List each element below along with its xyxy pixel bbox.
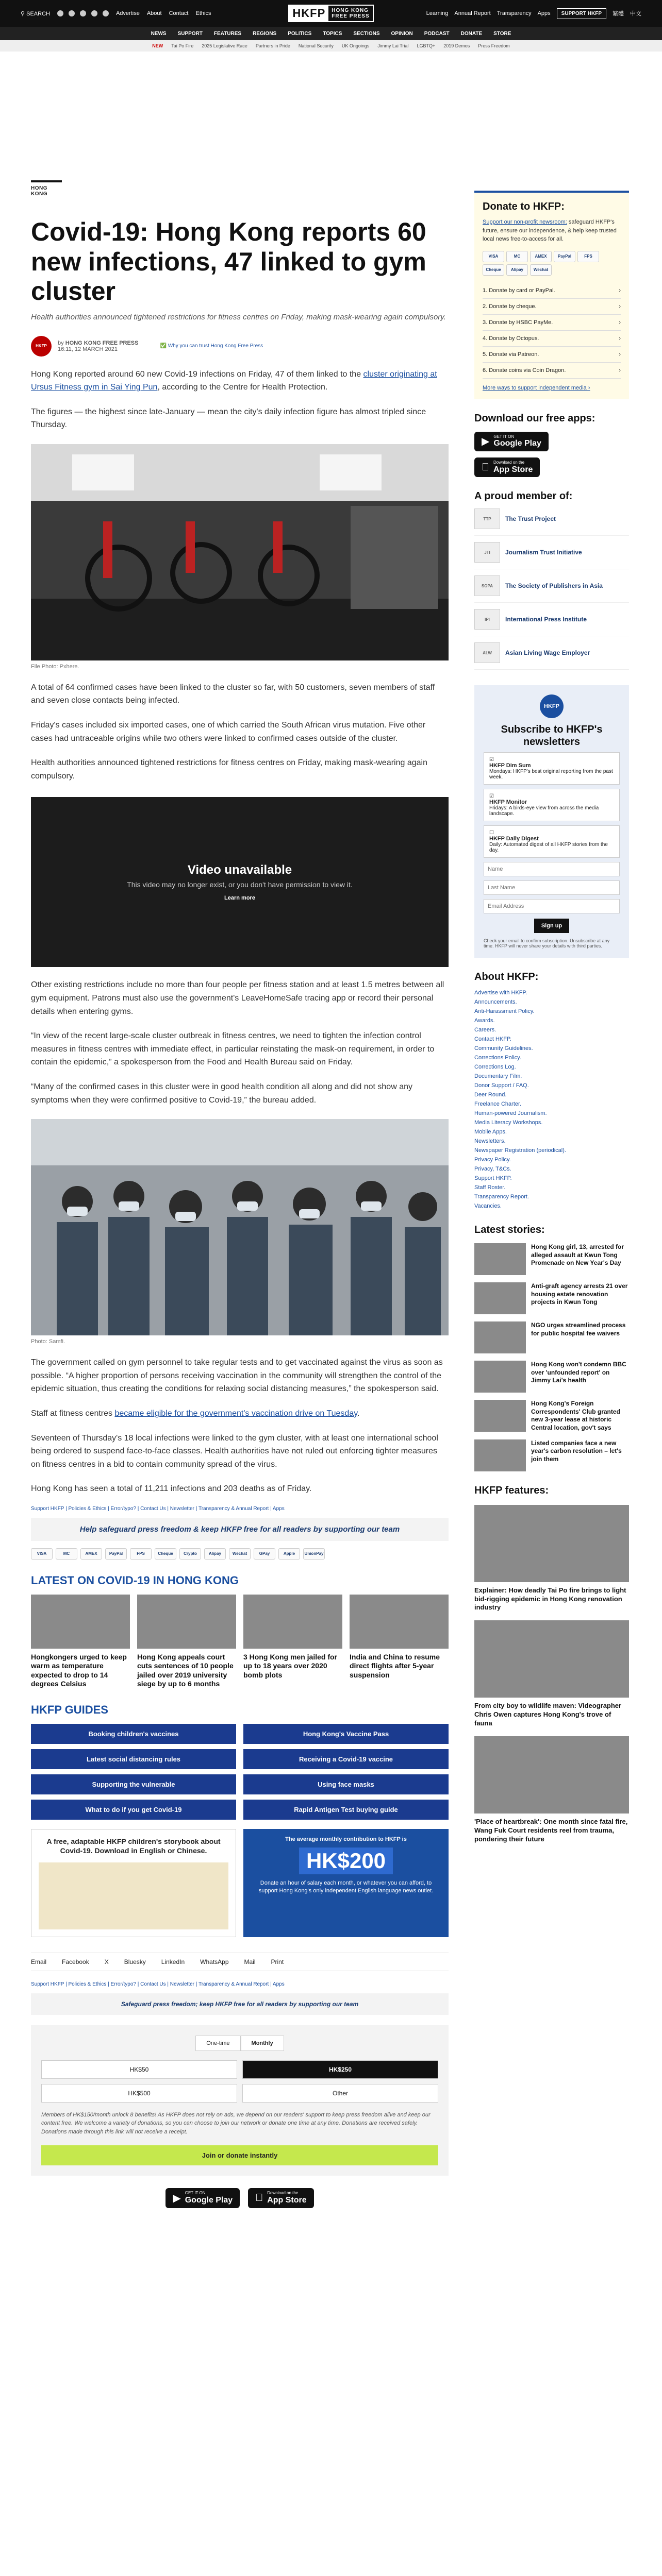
list-item[interactable] (474, 1321, 629, 1353)
story-title: Listed companies face a new year's carbon resolution – let's join them (531, 1439, 622, 1463)
donate-box: Donate to HKFP: Support our non-profit newsroom: safeguard HKFP's future, ensure our independence, & help keep trusted local news free-to-access for all. VISA MC AMEX PayPal FPS Cheque Alipay Wechat 1. Donate by card or PayPal. › 2. Donate by cheque. › 3. Donate by HSBC PayMe. › 4. Donate by Octopus. › 5. Donate via Patreon. › 6. Donate coins via Coin Dragon. › More ways to support independent media › (474, 191, 629, 399)
about-link[interactable]: Documentary Film. (474, 1073, 522, 1080)
photo-caption: Photo: Samfi. (31, 1338, 65, 1345)
video-message: This video may no longer exist, or you don't have permission to view it. (127, 880, 353, 889)
wechat-icon: Wechat (229, 1548, 251, 1560)
rss-icon[interactable] (103, 10, 109, 16)
footer-links[interactable]: Support HKFP | Policies & Ethics | Error/typo? | Contact Us | Newsletter | Transparency & Annual Report | Apps (31, 1981, 285, 1987)
share-whatsapp[interactable]: WhatsApp (200, 1958, 229, 1965)
top-link-advertise[interactable]: Advertise (115, 10, 140, 16)
mastercard-icon: MC (56, 1548, 77, 1560)
last-name-field[interactable] (484, 880, 620, 895)
nav-donate[interactable]: DONATE (460, 30, 483, 37)
thumbnail (31, 1595, 130, 1649)
amount-option[interactable]: Other (242, 2084, 438, 2103)
cluster-link[interactable]: cluster originating at Ursus Fitness gym in Sai Ying Pun (31, 369, 437, 392)
about-link[interactable]: Media Literacy Workshops. (474, 1120, 543, 1126)
visa-icon: VISA (483, 251, 504, 262)
about-link[interactable]: Staff Roster. (474, 1184, 506, 1191)
unionpay-icon: UnionPay (303, 1548, 325, 1560)
tag-link[interactable]: Partners in Pride (255, 43, 290, 48)
amount-option[interactable]: HK$50 (41, 2060, 237, 2079)
about-link[interactable]: Mobile Apps. (474, 1129, 507, 1136)
tag-link[interactable]: Jimmy Lai Trial (377, 43, 409, 48)
article-dek: Health authorities announced tightened restrictions for fitness centres on Friday, making mask-wearing again compulsory. (31, 312, 446, 321)
paragraph: Staff at fitness centres became eligible for the government's vaccination drive on Tuesday. (31, 1409, 360, 1418)
donate-title: Donate to HKFP: (483, 201, 565, 212)
crowd-photo (31, 1119, 449, 1335)
top-link-learning[interactable]: Learning (426, 10, 449, 16)
story-title: Anti-graft agency arrests 21 over housing estate renovation projects in Kwun Tong (531, 1282, 628, 1306)
app-store-button[interactable]: Download on the App Store (474, 457, 540, 477)
donate-option[interactable]: 4. Donate by Octopus. › (483, 331, 621, 347)
member-item[interactable]: SOPA The Society of Publishers in Asia (474, 569, 629, 603)
video-embed[interactable] (31, 797, 449, 967)
lang-switch-traditional[interactable]: 繁體 (613, 11, 624, 17)
guide-button[interactable]: Receiving a Covid-19 vaccine (243, 1749, 449, 1769)
about-link[interactable]: Support HKFP. (474, 1175, 512, 1182)
newsletter-option[interactable]: ☑ HKFP Monitor Fridays: A birds-eye view from across the media landscape. (484, 789, 620, 821)
donate-option[interactable]: 2. Donate by cheque. › (483, 299, 621, 315)
thumbnail (350, 1595, 449, 1649)
mastercard-icon: MC (506, 251, 528, 262)
support-callout[interactable]: Help safeguard press freedom & keep HKFP free for all readers by supporting our team (31, 1518, 449, 1541)
member-of: A proud member of: TTP The Trust Project JTI Journalism Trust Initiative SOPA The Society of Publishers in Asia IPI International Press Institute ALW Asian Living Wage Employer (474, 490, 629, 670)
newsletter-box (474, 685, 629, 958)
paragraph: The figures — the highest since late-January — mean the city's daily infection figure has almost tripled since Thursday. (31, 407, 426, 430)
story-title: Hong Kong won't condemn BBC over 'unfounded report' on Jimmy Lai's health (531, 1361, 626, 1384)
share-mail[interactable]: Mail (244, 1958, 256, 1965)
hkfp-features: HKFP features: Explainer: How deadly Tai Po fire brings to light bid-rigging epidemic in Hong Kong renovation industry From city boy to wildlife maven: Videographer Chris Owen captures Hong Kong's trove of fauna 'Place of heartbreak': One month since fatal fire, Wang Fuk Court residents reel from trauma, pondering their future (474, 1485, 629, 1844)
share-linkedin[interactable]: LinkedIn (161, 1958, 185, 1965)
feature-title: Explainer: How deadly Tai Po fire brings to light bid-rigging epidemic in Hong Kong renovation industry (474, 1586, 626, 1612)
trending-tags (0, 40, 662, 52)
list-item[interactable] (474, 1400, 629, 1432)
about-link[interactable]: Newspaper Registration (periodical). (474, 1147, 566, 1154)
gym-photo (31, 444, 449, 660)
thumbnail (474, 1439, 526, 1471)
article-footer-links[interactable]: Support HKFP | Policies & Ethics | Error/typo? | Contact Us | Newsletter | Transparency & Annual Report | Apps (31, 1505, 285, 1512)
nav-topics[interactable]: TOPICS (323, 30, 342, 37)
top-link-annual-report[interactable]: Annual Report (454, 10, 491, 16)
donate-note: Members of HK$150/month unlock 8 benefits! As HKFP does not rely on ads, we depend on our readers' support to keep press freedom alive and keep our content free. We welcome a variety of donations, so you can choose to join our network or donate one time at any time. Donations are received safely. Donations made through this link will not receive a receipt. (41, 2111, 431, 2135)
nav-support[interactable]: SUPPORT (177, 30, 203, 37)
member-item[interactable]: JTI Journalism Trust Initiative (474, 536, 629, 569)
feature-title: From city boy to wildlife maven: Videographer Chris Owen captures Hong Kong's trove of fauna (474, 1702, 622, 1727)
thumbnail (474, 1736, 629, 1814)
paragraph: Hong Kong has seen a total of 11,211 infections and 203 deaths as of Friday. (31, 1484, 312, 1494)
fps-icon: FPS (130, 1548, 152, 1560)
contribution-promo[interactable]: The average monthly contribution to HKFP is HK$200 Donate an hour of salary each month, or whatever you can afford, to support Hong Kong's only independent English language news outlet. (243, 1829, 449, 1937)
about-link[interactable]: Awards. (474, 1018, 495, 1024)
instagram-icon[interactable] (80, 10, 86, 16)
newsletter-option[interactable]: ☑ HKFP Dim Sum Mondays: HKFP's best original reporting from the past week. (484, 752, 620, 785)
paragraph: Friday's cases included six imported cases, one of which carried the South African virus mutation. Five other cases had untraceable origins while two others were linked to confirmed cases outside of the cluster. (31, 721, 426, 743)
gpay-icon: GPay (254, 1548, 275, 1560)
donate-link[interactable]: Support our non-profit newsroom: (483, 219, 567, 225)
tag-link[interactable]: LGBTQ+ (417, 43, 436, 48)
join-button[interactable]: Join or donate instantly (41, 2145, 438, 2165)
newsletter-badge: HKFP (540, 694, 564, 718)
list-item[interactable] (474, 1505, 629, 1613)
about-hkfp: About HKFP: Advertise with HKFP. Announcements. Anti-Harassment Policy. Awards. Careers. Contact HKFP. Community Guidelines. Corrections Policy. Corrections Log. Documentary Film. Donor Support / FAQ. Deer Round. Freelance Charter. Human-powered Journalism. Media Literacy Workshops. Mobile Apps. Newsletters. Newspaper Registration (periodical). Privacy Policy. Privacy, T&Cs. Support HKFP. Staff Roster. Transparency Report. Vacancies. (474, 971, 629, 1211)
guide-button[interactable]: Hong Kong's Vaccine Pass (243, 1724, 449, 1744)
tab-monthly[interactable]: Monthly (241, 2036, 284, 2051)
about-link[interactable]: Deer Round. (474, 1092, 507, 1098)
amex-icon: AMEX (530, 251, 552, 262)
tag-link[interactable]: Tai Po Fire (171, 43, 194, 48)
member-item[interactable]: IPI International Press Institute (474, 603, 629, 636)
sidebar-apps: Download our free apps: ▶ GET IT ON Google Play Download on the App Store (474, 413, 629, 478)
app-store-button[interactable]: Download on the App Store (248, 2188, 313, 2208)
promo-row (31, 1829, 449, 1937)
member-item[interactable]: TTP The Trust Project (474, 502, 629, 536)
list-item[interactable]: Hongkongers urged to keep warm as temperature expected to drop to 14 degrees Celsius (31, 1595, 130, 1689)
amount-option[interactable]: HK$250 (242, 2060, 438, 2079)
wechat-icon: Wechat (530, 264, 552, 276)
paragraph: Health authorities announced tightened restrictions for fitness centres on Friday, making mask-wearing again compulsory. (31, 758, 427, 781)
thumbnail (474, 1282, 526, 1314)
about-link[interactable]: Newsletters. (474, 1138, 506, 1145)
about-link[interactable]: Human-powered Journalism. (474, 1110, 547, 1117)
member-logo: SOPA (474, 575, 500, 596)
nav-podcast[interactable]: PODCAST (424, 30, 450, 37)
signup-button[interactable]: Sign up (534, 919, 569, 933)
name-field[interactable] (484, 862, 620, 876)
about-link[interactable]: Announcements. (474, 999, 517, 1006)
search-button[interactable]: ⚲ SEARCH (21, 10, 50, 17)
google-play-button[interactable]: ▶ GET IT ON Google Play (474, 432, 549, 451)
top-link-transparency[interactable]: Transparency (496, 10, 532, 16)
top-link-ethics[interactable]: Ethics (195, 10, 211, 16)
paragraph: The government called on gym personnel to take regular tests and to get vaccinated against the virus as soon as possible. “A higher proportion of persons receiving vaccination in the community will strengthen the control of the epidemic situation, thus creating the conditions for relaxing social distancing measures,” the spokesperson said. (31, 1358, 443, 1394)
app-badges (31, 2188, 449, 2208)
thumbnail (474, 1620, 629, 1698)
tag-link[interactable]: 2025 Legislative Race (202, 43, 247, 48)
apple-icon (255, 2192, 263, 2204)
guide-button[interactable]: Supporting the vulnerable (31, 1774, 236, 1794)
list-item[interactable]: 3 Hong Kong men jailed for up to 18 years over 2020 bomb plots (243, 1595, 342, 1689)
youtube-icon[interactable] (91, 10, 97, 16)
paragraph: Seventeen of Thursday's 18 local infections were linked to the gym cluster, with at least one international school being ordered to suspend face-to-face classes. Health authorities have not ruled out enforcing tighter measures on fitness centres in a bid to contain community spread of the virus. (31, 1433, 438, 1469)
site-logo[interactable]: HKFP HONG KONG FREE PRESS (288, 5, 373, 22)
nav-features[interactable]: FEATURES (213, 30, 242, 37)
thumbnail (137, 1595, 236, 1649)
donate-widget (31, 2025, 449, 2176)
feature-title: 'Place of heartbreak': One month since fatal fire, Wang Fuk Court residents reel from trauma, pondering their future (474, 1818, 628, 1843)
top-link-apps[interactable]: Apps (537, 10, 551, 16)
share-facebook[interactable]: Facebook (62, 1958, 89, 1965)
story-title: Hong Kong girl, 13, arrested for alleged assault at Kwun Tong Promenade on New Year's Day (531, 1243, 624, 1267)
applepay-icon: Apple (278, 1548, 300, 1560)
paragraph: Hong Kong reported around 60 new Covid-19 infections on Friday, 47 of them linked to the cluster originating at Ursus Fitness gym in Sai Ying Pun, according to the Centre for Health Protection. (31, 369, 437, 392)
article (31, 180, 449, 2208)
guide-button[interactable]: Rapid Antigen Test buying guide (243, 1800, 449, 1820)
payment-methods (31, 1548, 449, 1560)
guides-heading: HKFP GUIDES (31, 1703, 108, 1716)
list-item[interactable] (474, 1361, 629, 1393)
story-title: Hong Kong's Foreign Correspondents' Club granted new 3-year lease at historic Central location, gov't says (531, 1400, 620, 1432)
list-item[interactable] (474, 1439, 629, 1471)
vaccination-link[interactable]: became eligible for the government's vaccination drive on Tuesday (114, 1409, 358, 1418)
byline: HKFP by HONG KONG FREE PRESS 16:11, 12 MARCH 2021 ✅ Why you can trust Hong Kong Free Press (31, 336, 449, 357)
paragraph: “Many of the confirmed cases in this cluster were in good health condition all along and did not show any symptoms when they were confirmed positive to Covid-19,” the bureau added. (31, 1082, 412, 1105)
footer-support[interactable]: Safeguard press freedom; keep HKFP free for all readers by supporting our team (31, 1993, 449, 2015)
photo-caption: File Photo: Pxhere. (31, 663, 79, 670)
about-link[interactable]: Freelance Charter. (474, 1101, 522, 1108)
latest-stories: Latest stories: Hong Kong girl, 13, arrested for alleged assault at Kwun Tong Promenade on New Year's Day Anti-graft agency arrests 21 over housing estate renovation projects in Kwun Tong NGO urges streamlined process for public hospital fee waivers Hong Kong won't condemn BBC over 'unfounded report' on Jimmy Lai's health Hong Kong's Foreign Correspondents' Club granted new 3-year lease at historic Central location, gov't says Listed companies face a new year's carbon resolution – let's join them (474, 1224, 629, 1471)
thumbnail (243, 1595, 342, 1649)
paypal-icon: PayPal (554, 251, 575, 262)
social-icons (57, 10, 109, 16)
about-link[interactable]: Advertise with HKFP. (474, 990, 527, 996)
thumbnail (474, 1400, 526, 1432)
apple-icon (482, 462, 489, 473)
cheque-icon: Cheque (483, 264, 504, 276)
cheque-icon: Cheque (155, 1548, 176, 1560)
guide-button[interactable]: Booking children's vaccines (31, 1724, 236, 1744)
main-nav (0, 27, 662, 40)
crypto-icon: Crypto (179, 1548, 201, 1560)
share-bluesky[interactable]: Bluesky (124, 1958, 146, 1965)
newsletter-title: Subscribe to HKFP's newsletters (501, 724, 603, 748)
about-link[interactable]: Community Guidelines. (474, 1045, 533, 1052)
thumbnail (474, 1361, 526, 1393)
member-logo: IPI (474, 609, 500, 630)
storybook-promo[interactable]: A free, adaptable HKFP children's storybook about Covid-19. Download in English or Chinese. (31, 1829, 236, 1937)
latest-covid-list (31, 1595, 449, 1689)
list-item[interactable]: India and China to resume direct flights after 5-year suspension (350, 1595, 449, 1689)
member-item[interactable]: ALW Asian Living Wage Employer (474, 636, 629, 670)
top-bar (0, 0, 662, 27)
gym-photo-illustration (31, 444, 449, 660)
section-label[interactable]: HONG KONG (31, 180, 62, 197)
x-icon[interactable] (69, 10, 75, 16)
newsletter-fine-print: Check your email to confirm subscription. Unsubscribe at any time. HKFP will never share your details with third parties. (484, 938, 610, 949)
video-title: Video unavailable (187, 863, 292, 877)
newsletter-option[interactable]: ☐ HKFP Daily Digest Daily: Automated digest of all HKFP stories from the day. (484, 825, 620, 858)
list-item[interactable] (474, 1736, 629, 1844)
paragraph: Other existing restrictions include no more than four people per fitness station and at least 1.5 metres between all gym equipment. Patrons must also use the government's LeaveHomeSafe tracing app or record their personal details when entering gyms. (31, 980, 444, 1016)
nav-sections[interactable]: SECTIONS (353, 30, 380, 37)
storybook-image (39, 1862, 228, 1929)
list-item[interactable] (474, 1282, 629, 1314)
list-item[interactable] (474, 1243, 629, 1275)
member-logo: TTP (474, 509, 500, 529)
thumbnail (474, 1321, 526, 1353)
tag-link[interactable]: UK Ongoings (341, 43, 370, 48)
more-ways-link[interactable]: More ways to support independent media › (483, 384, 590, 391)
nav-news[interactable]: NEWS (151, 30, 167, 37)
thumbnail (474, 1505, 629, 1582)
guides-grid (31, 1724, 449, 1820)
donate-option[interactable]: 3. Donate by HSBC PayMe. › (483, 315, 621, 331)
paypal-icon: PayPal (105, 1548, 127, 1560)
sidebar-payment-methods (483, 251, 621, 276)
alipay-icon: Alipay (204, 1548, 226, 1560)
top-link-contact[interactable]: Contact (169, 10, 189, 16)
latest-covid-heading: LATEST ON COVID-19 IN HONG KONG (31, 1573, 239, 1587)
top-link-about[interactable]: About (146, 10, 162, 16)
guide-button[interactable]: Latest social distancing rules (31, 1749, 236, 1769)
donate-option[interactable]: 1. Donate by card or PayPal. › (483, 283, 621, 299)
about-link[interactable]: Donor Support / FAQ. (474, 1082, 529, 1089)
play-icon: ▶ (173, 2193, 181, 2205)
share-x[interactable]: X (104, 1958, 109, 1965)
nav-regions[interactable]: REGIONS (253, 30, 277, 37)
paragraph: A total of 64 confirmed cases have been linked to the cluster so far, with 50 customers, seven members of staff and seven close contacts being infected. (31, 683, 435, 705)
member-logo: ALW (474, 642, 500, 663)
video-learn-more[interactable]: Learn more (224, 895, 255, 902)
share-email[interactable]: Email (31, 1958, 47, 1965)
about-link[interactable]: Corrections Policy. (474, 1055, 521, 1061)
nav-store[interactable]: STORE (493, 30, 511, 37)
paragraph: “In view of the recent large-scale cluster outbreak in fitness centres, we need to tighten the infection control measures in fitness centres with immediate effect, in particular reinstating the mask-on requirement, in order to contain the epidemic,” a spokesperson from the Food and Health Bureau said on Friday. (31, 1031, 435, 1067)
nav-politics[interactable]: POLITICS (288, 30, 312, 37)
crowd-photo-illustration (31, 1119, 449, 1335)
sidebar (474, 191, 629, 1844)
guide-button[interactable]: Using face masks (243, 1774, 449, 1794)
about-link[interactable]: Anti-Harassment Policy. (474, 1008, 535, 1015)
about-link[interactable]: Careers. (474, 1027, 496, 1033)
publish-date: 16:11, 12 MARCH 2021 (58, 346, 118, 352)
fps-icon: FPS (577, 251, 599, 262)
about-link[interactable]: Transparency Report. (474, 1194, 529, 1200)
member-logo: JTI (474, 542, 500, 563)
email-field[interactable] (484, 899, 620, 913)
thumbnail (474, 1243, 526, 1275)
amex-icon: AMEX (80, 1548, 102, 1560)
share-print[interactable]: Print (271, 1958, 284, 1965)
new-badge: NEW (152, 43, 163, 48)
tag-link[interactable]: Press Freedom (478, 43, 510, 48)
share-links (31, 1953, 449, 1971)
trust-link[interactable]: ✅ Why you can trust Hong Kong Free Press (160, 343, 263, 349)
amount-option[interactable]: HK$500 (41, 2084, 237, 2103)
support-hkfp-button[interactable]: SUPPORT HKFP (557, 8, 606, 19)
about-link[interactable]: Privacy Policy. (474, 1157, 511, 1163)
play-icon: ▶ (482, 436, 490, 448)
lang-switch-chinese[interactable]: 中文 (630, 11, 641, 17)
guide-button[interactable]: What to do if you get Covid-19 (31, 1800, 236, 1820)
author-name[interactable]: HONG KONG FREE PRESS (65, 340, 139, 346)
tag-link[interactable]: National Security (298, 43, 334, 48)
list-item[interactable] (474, 1620, 629, 1728)
about-link[interactable]: Privacy, T&Cs. (474, 1166, 511, 1173)
facebook-icon[interactable] (57, 10, 63, 16)
author-avatar: HKFP (31, 336, 52, 357)
donate-option[interactable]: 6. Donate coins via Coin Dragon. › (483, 363, 621, 379)
google-play-button[interactable]: ▶ GET IT ON Google Play (166, 2188, 240, 2208)
about-link[interactable]: Contact HKFP. (474, 1036, 511, 1043)
article-title: Covid-19: Hong Kong reports 60 new infections, 47 linked to gym cluster (31, 217, 426, 306)
about-link[interactable]: Vacancies. (474, 1203, 502, 1210)
nav-opinion[interactable]: OPINION (391, 30, 413, 37)
story-title: NGO urges streamlined process for public hospital fee waivers (531, 1321, 626, 1337)
tab-one-time[interactable]: One-time (195, 2036, 240, 2051)
average-contribution: HK$200 (299, 1848, 393, 1874)
donate-option[interactable]: 5. Donate via Patreon. › (483, 347, 621, 363)
visa-icon: VISA (31, 1548, 53, 1560)
about-link[interactable]: Corrections Log. (474, 1064, 516, 1071)
list-item[interactable]: Hong Kong appeals court cuts sentences of 10 people jailed over 2019 university siege by up to 6 months (137, 1595, 236, 1689)
tag-link[interactable]: 2019 Demos (443, 43, 470, 48)
alipay-icon: Alipay (506, 264, 528, 276)
